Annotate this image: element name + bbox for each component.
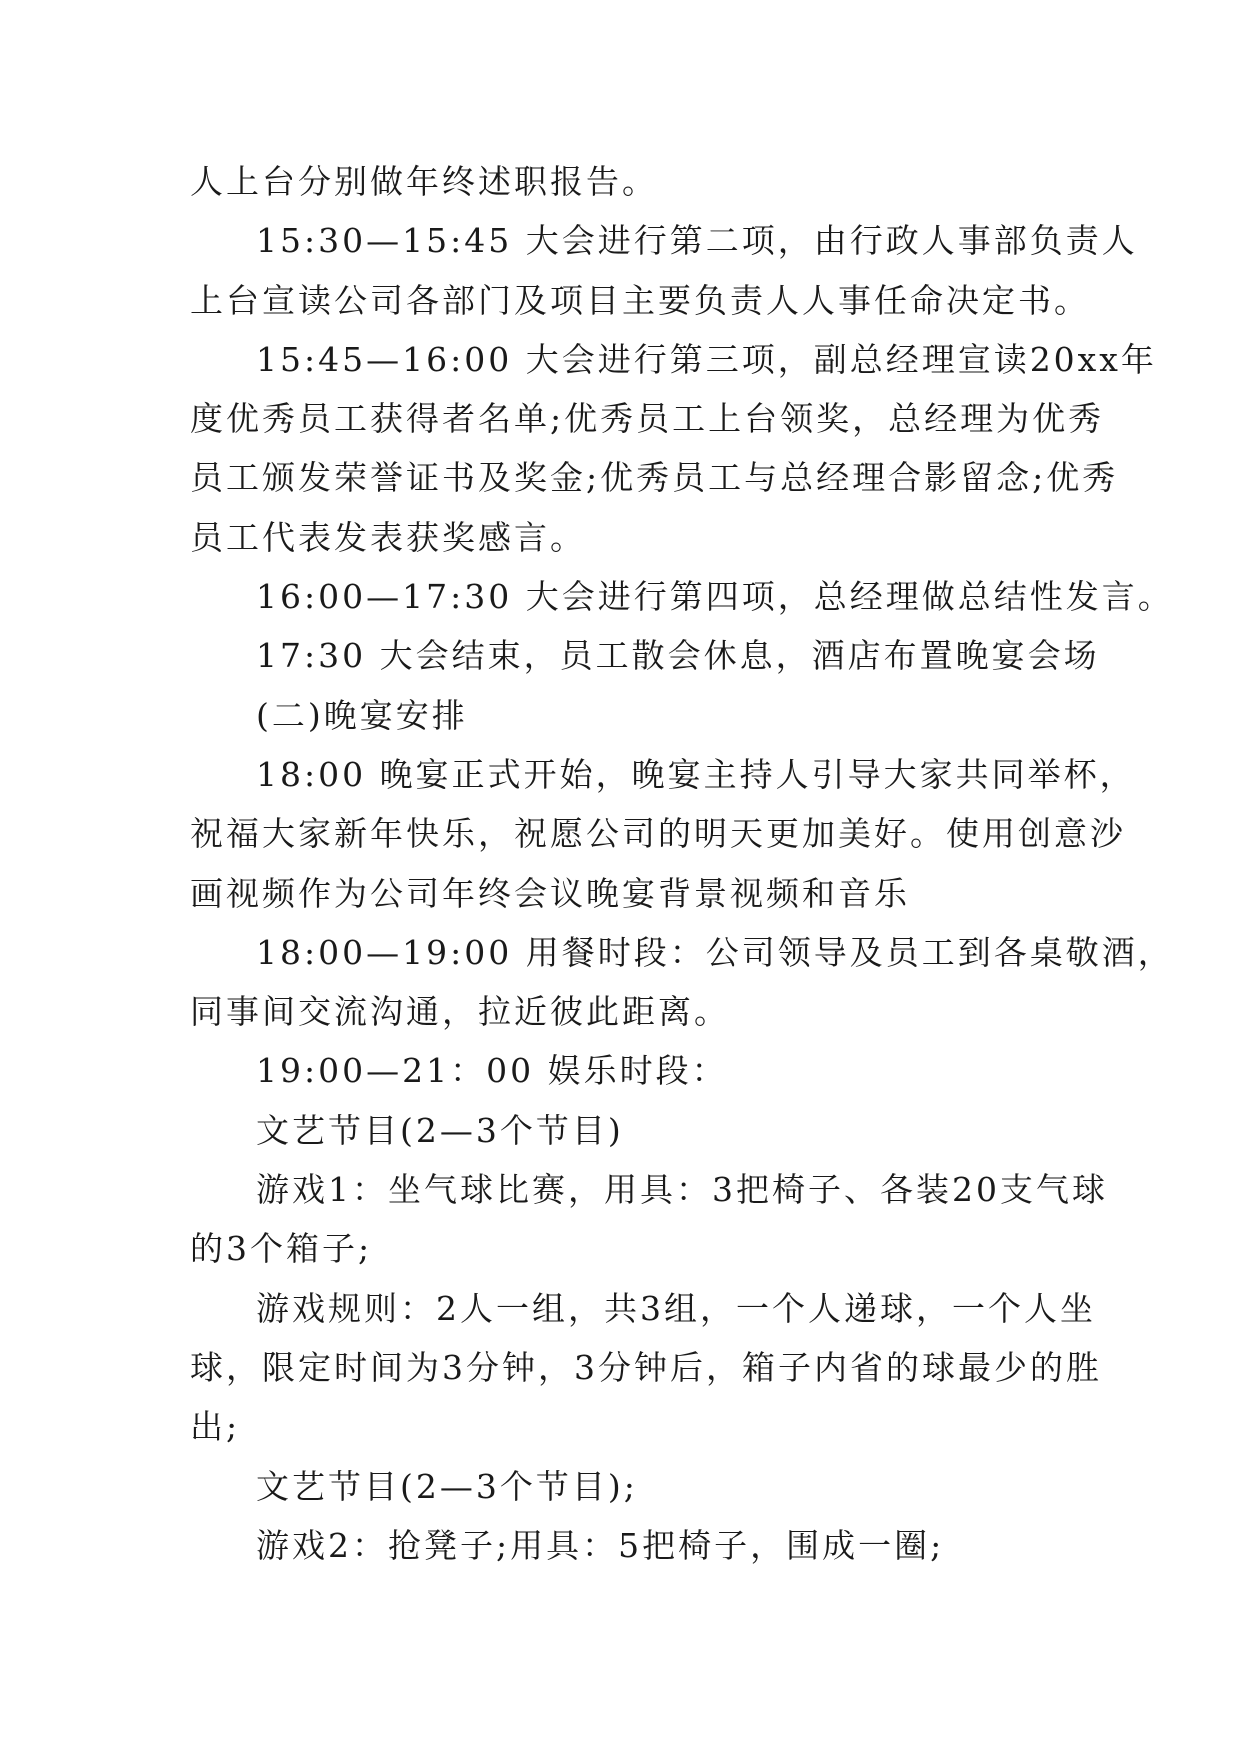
text-line: 的3个箱子; bbox=[190, 1229, 373, 1269]
text-line: 球，限定时间为3分钟，3分钟后，箱子内省的球最少的胜 bbox=[190, 1347, 1102, 1387]
text-line: 文艺节目(2—3个节目) bbox=[256, 1110, 624, 1150]
text-line: 出; bbox=[190, 1407, 241, 1447]
text-line: 16:00—17:30 大会进行第四项，总经理做总结性发言。 bbox=[256, 577, 1174, 617]
text-line: 18:00—19:00 用餐时段：公司领导及员工到各桌敬酒， bbox=[256, 932, 1174, 972]
text-line: 文艺节目(2—3个节目); bbox=[256, 1466, 638, 1506]
text-line: 祝福大家新年快乐，祝愿公司的明天更加美好。使用创意沙 bbox=[190, 814, 1126, 854]
text-line: 上台宣读公司各部门及项目主要负责人人事任命决定书。 bbox=[190, 280, 1090, 320]
text-line: 度优秀员工获得者名单;优秀员工上台领奖，总经理为优秀 bbox=[190, 399, 1105, 439]
text-line: 游戏规则：2人一组，共3组，一个人递球，一个人坐 bbox=[256, 1288, 1096, 1328]
text-line: 画视频作为公司年终会议晚宴背景视频和音乐 bbox=[190, 873, 910, 913]
text-line: 员工颁发荣誉证书及奖金;优秀员工与总经理合影留念;优秀 bbox=[190, 458, 1119, 498]
text-line: 15:45—16:00 大会进行第三项，副总经理宣读20xx年 bbox=[256, 339, 1157, 379]
text-line: 员工代表发表获奖感言。 bbox=[190, 517, 586, 557]
section-heading: (二)晚宴安排 bbox=[256, 695, 468, 735]
document-body bbox=[190, 152, 1174, 1575]
text-line: 17:30 大会结束，员工散会休息，酒店布置晚宴会场 bbox=[256, 636, 1100, 676]
text-line: 19:00—21：00 娱乐时段： bbox=[256, 1051, 728, 1091]
text-line: 游戏1：坐气球比赛，用具：3把椅子、各装20支气球 bbox=[256, 1170, 1108, 1210]
text-line: 同事间交流沟通，拉近彼此距离。 bbox=[190, 992, 730, 1032]
text-line: 15:30—15:45 大会进行第二项，由行政人事部负责人 bbox=[256, 221, 1138, 261]
text-line: 游戏2：抢凳子;用具：5把椅子，围成一圈; bbox=[256, 1525, 945, 1565]
text-line: 人上台分别做年终述职报告。 bbox=[190, 162, 658, 201]
text-line: 18:00 晚宴正式开始，晚宴主持人引导大家共同举杯， bbox=[256, 754, 1136, 794]
